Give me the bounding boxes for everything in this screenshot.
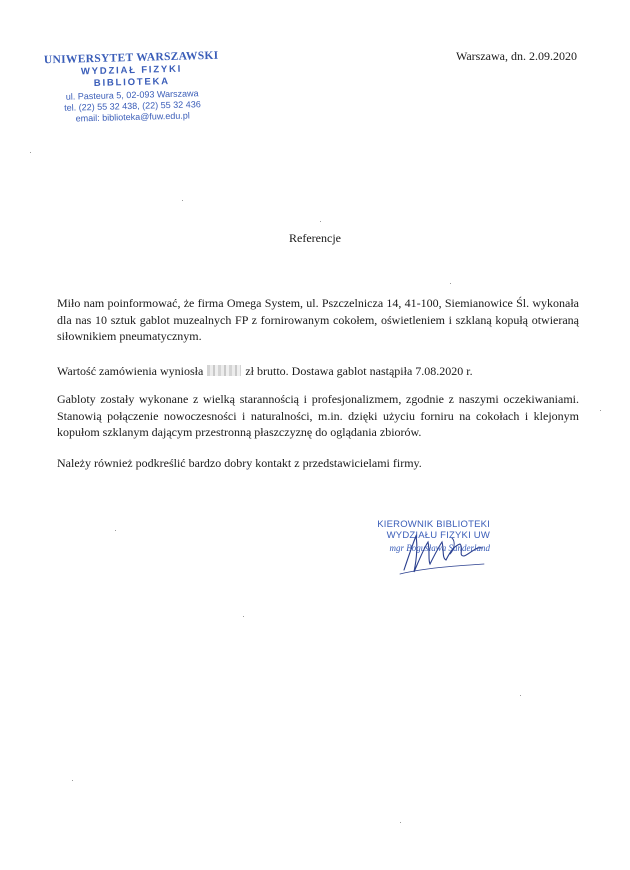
signature-stamp-name: mgr Bogusława Sunderland	[389, 543, 490, 553]
scan-speck	[30, 152, 31, 153]
library-stamp	[41, 50, 223, 126]
order-value-text-before: Wartość zamówienia wyniosła	[57, 364, 204, 378]
stamp-email: email: biblioteka@fuw.edu.pl	[75, 110, 190, 124]
letter-title: Referencje	[289, 231, 341, 245]
scan-speck	[450, 283, 451, 284]
stamp-faculty: WYDZIAŁ FIZYKI	[80, 63, 183, 78]
stamp-phone: tel. (22) 55 32 438, (22) 55 32 436	[64, 99, 201, 113]
order-value-text-after: zł brutto. Dostawa gablot nastąpiła 7.08.2020 r.	[245, 364, 473, 378]
signature-stamp-role: KIEROWNIK BIBLIOTEKI	[377, 519, 490, 530]
redacted-amount	[207, 365, 241, 376]
signature-stamp-faculty: WYDZIAŁU FIZYKI UW	[386, 530, 490, 541]
paragraph-quality: Gabloty zostały wykonane z wielką starannością i profesjonalizmem, zgodnie z naszymi oczekiwaniami. Stanowią połączenie nowoczesności i naturalności, m.in. dzięki użyciu forniru na cokołach i klejonym kopułom szklanym dającym przestronną płaszczyznę do oglądania zbiorów.	[57, 392, 579, 439]
scan-speck	[320, 221, 321, 222]
scan-speck	[600, 410, 601, 411]
paragraph-contact: Należy również podkreślić bardzo dobry kontakt z przedstawicielami firmy.	[57, 456, 422, 470]
scan-speck	[115, 530, 116, 531]
stamp-library: BIBLIOTEKA	[93, 76, 171, 89]
letter-date: Warszawa, dn. 2.09.2020	[455, 49, 577, 63]
stamp-address: ul. Pasteura 5, 02-093 Warszawa	[65, 88, 199, 102]
handwritten-signature	[394, 528, 490, 578]
paragraph-order-value	[57, 363, 579, 380]
scan-speck	[400, 822, 401, 823]
stamp-university: UNIWERSYTET WARSZAWSKI	[43, 49, 219, 67]
scan-speck	[520, 695, 521, 696]
scan-speck	[182, 200, 183, 201]
scan-speck	[243, 616, 244, 617]
scan-speck	[72, 780, 73, 781]
paragraph-intro: Miło nam poinformować, że firma Omega System, ul. Pszczelnicza 14, 41-100, Siemianowice Śl. wykonała dla nas 10 sztuk gablot muzealnych FP z fornirowanym cokołem, oświetleniem i szklaną kopułą otwieraną siłownikiem pneumatycznym.	[57, 296, 579, 343]
